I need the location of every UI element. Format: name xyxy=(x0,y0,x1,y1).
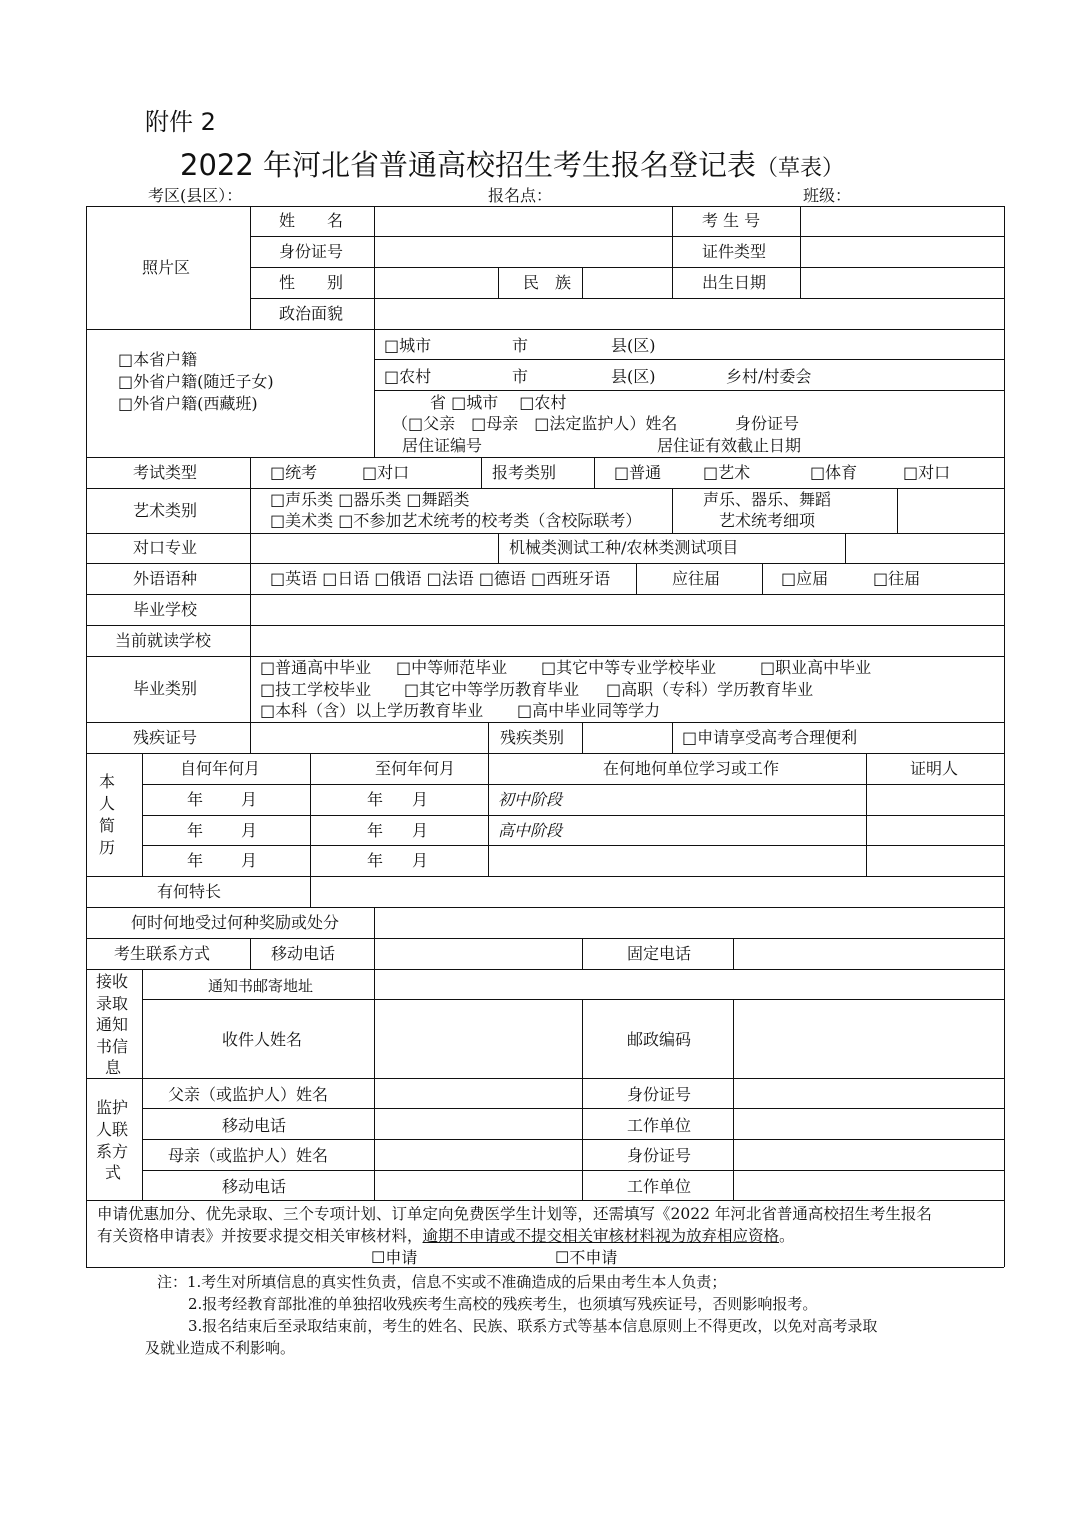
grid-line xyxy=(488,722,489,753)
note-2: 2.报考经教育部批准的单独招收残疾考生高校的残疾考生，也须填写残疾证号，否则影响报考。 xyxy=(188,1295,818,1313)
province-line: 省 □城市 □农村 xyxy=(430,393,567,412)
grid-line xyxy=(481,457,482,488)
grid-line xyxy=(86,457,1004,458)
grid-line xyxy=(762,563,763,594)
name-label: 姓 名 xyxy=(279,211,344,230)
grad-type-higher-vocational[interactable]: □高职（专科）学历教育毕业 xyxy=(606,680,814,699)
mother-mobile-label: 移动电话 xyxy=(222,1177,287,1196)
resume-col-to: 至何年何月 xyxy=(375,759,456,778)
resume-stage-junior: 初中阶段 xyxy=(498,790,563,809)
grid-line xyxy=(498,267,499,298)
apply-category-art[interactable]: □艺术 xyxy=(703,463,751,482)
residence-permit-expiry-label: 居住证有效截止日期 xyxy=(657,436,802,455)
rural-village-label: 乡村/村委会 xyxy=(726,367,812,386)
resume-month-label: 月 xyxy=(412,821,429,840)
grid-line xyxy=(636,563,637,594)
grid-line xyxy=(250,938,251,969)
apply-no-option[interactable]: ☐不申请 xyxy=(555,1248,618,1267)
resume-col-witness: 证明人 xyxy=(910,759,959,778)
grid-line xyxy=(86,594,1004,595)
grid-line xyxy=(374,359,1004,360)
apply-text-line2a: 有关资格申请表》并按要求提交相关审核材料， xyxy=(97,1227,423,1245)
landline-label: 固定电话 xyxy=(627,944,692,963)
grid-line xyxy=(672,488,673,533)
attachment-label: 附件 2 xyxy=(145,108,216,136)
resume-year-label: 年 xyxy=(367,851,384,870)
grid-line xyxy=(86,329,1004,330)
mail-address-label: 通知书邮寄地址 xyxy=(208,977,314,995)
disability-type-label: 残疾类别 xyxy=(500,728,565,747)
apply-category-general[interactable]: □普通 xyxy=(614,463,662,482)
grid-line xyxy=(86,1267,1004,1268)
grad-type-vocational-high[interactable]: □职业高中毕业 xyxy=(760,658,872,677)
resume-label-3: 简 xyxy=(99,816,116,835)
resume-month-label: 月 xyxy=(412,851,429,870)
apply-category-label: 报考类别 xyxy=(492,463,557,482)
apply-text-line1: 申请优惠加分、优先录取、三个专项计划、订单定向免费医学生计划等，还需填写《2022 年河北省普通高校招生考生报名 xyxy=(97,1205,932,1223)
graduate-current[interactable]: □应届 xyxy=(781,569,829,588)
resume-label-2: 人 xyxy=(99,794,116,813)
grid-line xyxy=(374,907,375,938)
grid-line xyxy=(142,815,1004,816)
grad-type-high-school[interactable]: □普通高中毕业 xyxy=(260,658,372,677)
mail-section-label-2: 录取 xyxy=(96,994,129,1013)
registration-point-label: 报名点： xyxy=(488,186,553,205)
resume-month-label: 月 xyxy=(241,790,258,809)
city-county-label: 县(区) xyxy=(611,336,656,355)
contact-label: 考生联系方式 xyxy=(114,944,211,963)
grid-line xyxy=(142,784,1004,785)
art-detail-line2: 艺术统考细项 xyxy=(719,511,816,530)
class-label: 班级： xyxy=(803,186,852,205)
grid-line xyxy=(582,267,583,298)
grid-line xyxy=(1004,206,1005,1267)
resume-label-4: 历 xyxy=(99,838,116,857)
resume-stage-senior: 高中阶段 xyxy=(498,821,563,840)
note-3a: 3.报名结束后至录取结束前，考生的姓名、民族、联系方式等基本信息原则上不得更改，以免对高考录取 xyxy=(188,1317,878,1335)
mother-name-label: 母亲（或监护人）姓名 xyxy=(168,1146,329,1165)
mother-work-label: 工作单位 xyxy=(627,1177,692,1196)
grid-line xyxy=(250,267,1004,268)
grid-line xyxy=(86,625,1004,626)
mail-section-label-3: 通知 xyxy=(96,1015,129,1034)
grid-line xyxy=(86,656,1004,657)
grid-line xyxy=(142,969,143,1078)
specialty-label: 有何特长 xyxy=(157,882,222,901)
grid-line xyxy=(86,722,1004,723)
resume-year-label: 年 xyxy=(187,851,204,870)
grid-line xyxy=(582,722,583,753)
id-no-label: 身份证号 xyxy=(279,242,344,261)
resume-month-label: 月 xyxy=(241,851,258,870)
grid-line xyxy=(594,457,595,488)
city-city-label: 市 xyxy=(512,336,529,355)
grid-line xyxy=(250,656,251,722)
grid-line xyxy=(374,1078,375,1200)
vocational-test-label: 机械类测试工种/农林类测试项目 xyxy=(509,538,739,557)
guardian-id-label: 身份证号 xyxy=(735,414,800,433)
grid-line xyxy=(733,999,734,1078)
grid-line xyxy=(142,999,1004,1000)
grad-type-equivalent[interactable]: □高中毕业同等学力 xyxy=(517,701,661,720)
grid-line xyxy=(86,1078,1004,1079)
grid-line xyxy=(142,845,1004,846)
grid-line xyxy=(845,533,846,563)
resume-col-where: 在何地何单位学习或工作 xyxy=(603,759,780,778)
reasonable-convenience-option[interactable]: □申请享受高考合理便利 xyxy=(682,728,858,747)
note-1: 注：1.考生对所填信息的真实性负责，信息不实或不准确造成的后果由考生本人负责； xyxy=(157,1273,727,1291)
residence-permit-no-label: 居住证编号 xyxy=(402,436,483,455)
art-category-label: 艺术类别 xyxy=(133,501,198,520)
guardian-section-label-2: 人联 xyxy=(96,1120,129,1139)
grid-line xyxy=(86,1200,1004,1201)
father-work-label: 工作单位 xyxy=(627,1116,692,1135)
mobile-label: 移动电话 xyxy=(271,944,336,963)
grid-line xyxy=(310,753,311,876)
apply-category-vocational[interactable]: □对口 xyxy=(903,463,951,482)
grid-line xyxy=(250,457,251,488)
grid-line xyxy=(582,938,583,969)
form-title xyxy=(180,143,844,184)
foreign-language-label: 外语语种 xyxy=(133,569,198,588)
guardian-section-label-4: 式 xyxy=(105,1163,122,1182)
grid-line xyxy=(374,390,1004,391)
apply-category-sports[interactable]: □体育 xyxy=(810,463,858,482)
grid-line xyxy=(142,1108,1004,1109)
exam-area-label: 考区(县区）： xyxy=(148,186,243,205)
grid-line xyxy=(800,206,801,298)
grid-line xyxy=(86,533,1004,534)
grid-line xyxy=(86,907,1004,908)
guardian-name-line: （□父亲 □母亲 □法定监护人）姓名 xyxy=(392,414,678,433)
awards-label: 何时何地受过何种奖励或处分 xyxy=(131,913,340,932)
apply-text-warning: 逾期不申请或不提交相关审核材料视为放弃相应资格 xyxy=(422,1227,780,1245)
art-options-line2[interactable]: □美术类 □不参加艺术统考的校考类（含校际联考） xyxy=(270,511,642,530)
graduate-status-label: 应往届 xyxy=(672,569,721,588)
graduate-past[interactable]: □往届 xyxy=(873,569,921,588)
exam-type-vocational[interactable]: □对口 xyxy=(362,463,410,482)
grid-line xyxy=(250,594,251,656)
current-school-label: 当前就读学校 xyxy=(115,631,212,650)
vocational-major-label: 对口专业 xyxy=(133,538,198,557)
father-id-label: 身份证号 xyxy=(627,1085,692,1104)
grid-line xyxy=(250,533,251,563)
resume-year-label: 年 xyxy=(187,790,204,809)
grad-type-technical[interactable]: □技工学校毕业 xyxy=(260,680,372,699)
resume-label-1: 本 xyxy=(99,772,116,791)
postcode-label: 邮政编码 xyxy=(627,1030,692,1049)
household-option-migrant[interactable]: □外省户籍(随迁子女) xyxy=(118,372,274,391)
foreign-language-options[interactable]: □英语 □日语 □俄语 □法语 □德语 □西班牙语 xyxy=(270,569,611,588)
resume-month-label: 月 xyxy=(412,790,429,809)
grid-line xyxy=(488,753,489,876)
grid-line xyxy=(142,1139,1004,1140)
exam-no-label: 考 生 号 xyxy=(702,211,761,230)
id-type-label: 证件类型 xyxy=(702,242,767,261)
grid-line xyxy=(86,488,1004,489)
grid-line xyxy=(498,533,499,563)
mother-id-label: 身份证号 xyxy=(627,1146,692,1165)
grid-line xyxy=(310,876,311,907)
grid-line xyxy=(142,1078,143,1200)
disability-cert-label: 残疾证号 xyxy=(133,728,198,747)
resume-col-from: 自何年何月 xyxy=(180,759,261,778)
city-option[interactable]: □城市 xyxy=(384,336,432,355)
guardian-section-label-3: 系方 xyxy=(96,1142,129,1161)
grid-line xyxy=(374,206,375,329)
apply-yes-option[interactable]: ☐申请 xyxy=(371,1248,418,1267)
grid-line xyxy=(86,206,87,1267)
grad-type-other-vocational[interactable]: □其它中等专业学校毕业 xyxy=(541,658,717,677)
grid-line xyxy=(250,298,1004,299)
grid-line xyxy=(250,236,1004,237)
rural-option[interactable]: □农村 xyxy=(384,367,432,386)
mail-section-label-1: 接收 xyxy=(96,972,129,991)
grid-line xyxy=(250,488,251,533)
grid-line xyxy=(86,563,1004,564)
resume-month-label: 月 xyxy=(241,821,258,840)
grad-type-normal[interactable]: □中等师范毕业 xyxy=(396,658,508,677)
graduation-type-label: 毕业类别 xyxy=(133,679,198,698)
grid-line xyxy=(733,938,734,969)
mail-section-label-4: 书信 xyxy=(96,1037,129,1056)
grid-line xyxy=(897,488,898,533)
resume-year-label: 年 xyxy=(187,821,204,840)
mail-section-label-5: 息 xyxy=(105,1058,122,1077)
apply-text-line2 xyxy=(97,1227,795,1245)
grid-line xyxy=(250,206,251,329)
rural-county-label: 县(区) xyxy=(611,367,656,386)
grid-line xyxy=(86,938,1004,939)
exam-type-label: 考试类型 xyxy=(133,463,198,482)
art-options-line1[interactable]: □声乐类 □器乐类 □舞蹈类 xyxy=(270,490,470,509)
guardian-section-label-1: 监护 xyxy=(96,1098,129,1117)
grid-line xyxy=(250,563,251,594)
grid-line xyxy=(86,969,1004,970)
grid-line xyxy=(866,753,867,876)
birth-date-label: 出生日期 xyxy=(702,273,767,292)
grad-type-other-secondary[interactable]: □其它中等学历教育毕业 xyxy=(404,680,580,699)
note-3b: 及就业造成不利影响。 xyxy=(145,1339,296,1357)
art-detail-line1: 声乐、器乐、舞蹈 xyxy=(703,490,832,509)
grid-line xyxy=(733,1078,734,1200)
grid-line xyxy=(374,938,375,969)
grid-line xyxy=(142,1170,1004,1171)
ethnicity-label: 民 族 xyxy=(523,273,572,292)
exam-type-unified[interactable]: □统考 xyxy=(270,463,318,482)
resume-year-label: 年 xyxy=(367,790,384,809)
grid-line xyxy=(582,999,583,1078)
graduate-school-label: 毕业学校 xyxy=(133,600,198,619)
grid-line xyxy=(86,876,1004,877)
grid-line xyxy=(250,722,251,753)
politics-label: 政治面貌 xyxy=(279,304,344,323)
form-title-main: 2022 年河北省普通高校招生考生报名登记表 xyxy=(180,148,757,182)
father-mobile-label: 移动电话 xyxy=(222,1116,287,1135)
grid-line xyxy=(142,753,143,876)
form-title-suffix: （草表） xyxy=(756,156,845,181)
grid-line xyxy=(374,329,375,457)
rural-city-label: 市 xyxy=(512,367,529,386)
photo-area: 照片区 xyxy=(142,258,191,277)
grid-line xyxy=(374,969,375,1078)
grid-line xyxy=(672,206,673,298)
resume-year-label: 年 xyxy=(367,821,384,840)
grad-type-bachelor[interactable]: □本科（含）以上学历教育毕业 xyxy=(260,701,484,720)
gender-label: 性 别 xyxy=(279,273,344,292)
recipient-name-label: 收件人姓名 xyxy=(222,1030,303,1049)
apply-text-line2c: 。 xyxy=(779,1227,795,1245)
household-option-local[interactable]: □本省户籍 xyxy=(118,350,198,369)
grid-line xyxy=(672,722,673,753)
household-option-tibet[interactable]: □外省户籍(西藏班) xyxy=(118,394,258,413)
father-name-label: 父亲（或监护人）姓名 xyxy=(168,1085,329,1104)
grid-line xyxy=(86,206,1004,207)
grid-line xyxy=(582,1078,583,1200)
